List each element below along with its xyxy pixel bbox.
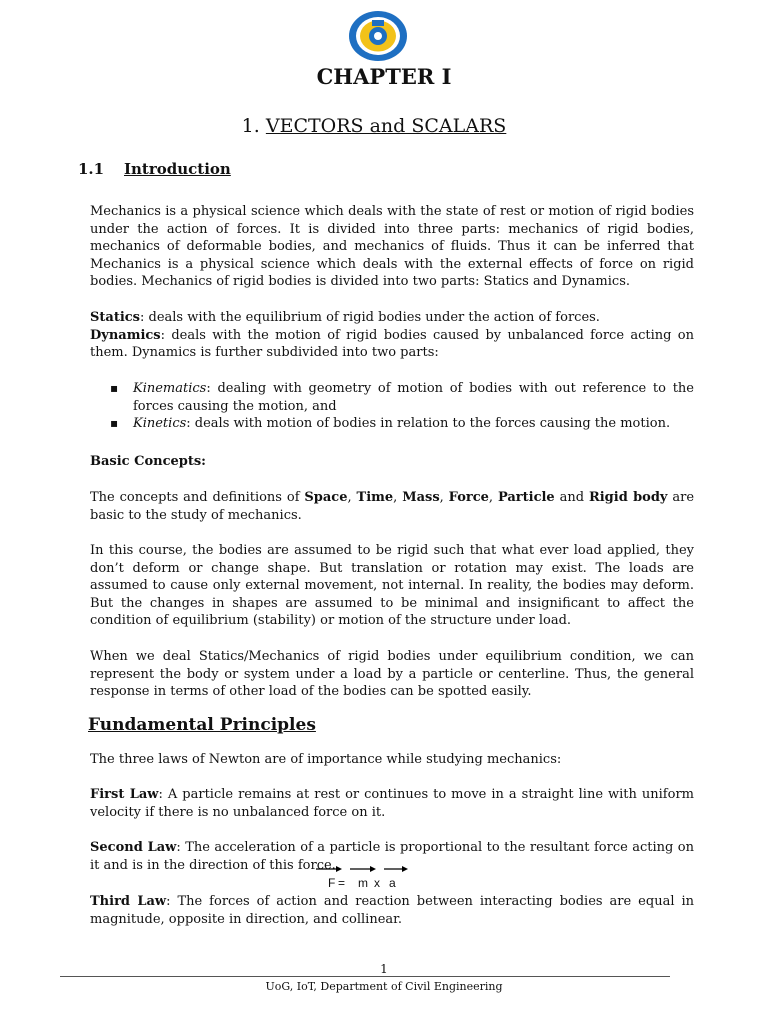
second-law-term: Second Law [90, 840, 177, 855]
second-law-text: : The acceleration of a particle is proportional to the resultant force acting on it and is in the direction of this force. [90, 840, 694, 873]
dynamics-text: : deals with the motion of rigid bodies caused by unbalanced force acting on them. Dynamics is further subdivided into two parts: [90, 327, 694, 360]
formula-m: m [358, 876, 368, 890]
formula-a: a [389, 876, 396, 890]
university-logo-icon [348, 10, 408, 62]
bullet-term: Kinetics [133, 416, 187, 431]
vector-arrows-icon [316, 864, 416, 874]
section-title [0, 115, 748, 137]
formula-equals: = [338, 876, 346, 890]
statics-definition [90, 309, 694, 327]
subsection-title: Introduction [124, 160, 231, 178]
section-number: 1. [241, 115, 260, 137]
bullet-term: Kinematics [133, 381, 207, 396]
basic-concepts-paragraph: The concepts and definitions of Space, Time, Mass, Force, Particle and Rigid body are basic to the study of mechanics. [90, 490, 695, 523]
dynamics-term: Dynamics [90, 327, 161, 343]
statics-dynamics-block [90, 309, 694, 362]
bullet-text: : dealing with geometry of motion of bodies with out reference to the forces causing the motion, and [133, 381, 694, 414]
bullet-list [110, 380, 694, 433]
fundamental-principles-heading: Fundamental Principles [88, 715, 316, 735]
first-law [90, 786, 694, 821]
subsection-number: 1.1 [78, 160, 105, 178]
first-law-text: : A particle remains at rest or continues to move in a straight line with uniform velocity if there is no unbalanced force on it. [90, 787, 694, 820]
list-item [110, 415, 694, 433]
footer-divider [60, 976, 670, 977]
first-law-term: First Law [90, 787, 159, 802]
intro-paragraph: Mechanics is a physical science which deals with the state of rest or motion of rigid bodies under the action of forces. It is divided into three parts: mechanics of rigid bodies, mechanics of deformable bodies, and mechanics of fluids. Thus it can be inferred that Mechanics is a physical science which deals with the external effects of force on rigid bodies. Mechanics of rigid bodies is divided into two parts: Statics and Dynamics. [90, 204, 694, 289]
third-law-text: : The forces of action and reaction between interacting bodies are equal in magnitude, opposite in direction, and collinear. [90, 894, 694, 927]
basic-concepts-heading: Basic Concepts: [90, 454, 206, 469]
chapter-title: CHAPTER I [316, 64, 452, 89]
third-law-term: Third Law [90, 894, 167, 909]
page-footer: UoG, IoT, Department of Civil Engineering [265, 980, 503, 993]
section-title-text: VECTORS and SCALARS [265, 115, 507, 137]
formula-x: x [374, 876, 380, 890]
newton-formula [316, 864, 416, 892]
bullet-text: : deals with motion of bodies in relation to the forces causing the motion. [186, 416, 671, 431]
dynamics-definition [90, 327, 694, 362]
third-law [90, 893, 694, 928]
statics-paragraph: When we deal Statics/Mechanics of rigid bodies under equilibrium condition, we can represent the body or system under a load by a particle or centerline. Thus, the general response in terms of other load of the bodies can be spotted easily. [90, 649, 694, 699]
list-item [110, 380, 694, 415]
statics-text: : deals with the equilibrium of rigid bodies under the action of forces. [140, 310, 600, 325]
formula-f: F [328, 876, 336, 890]
statics-term: Statics [90, 310, 140, 325]
rigid-body-paragraph: In this course, the bodies are assumed to be rigid such that what ever load applied, they don’t deform or change shape. But translation or rotation may exist. The loads are assumed to cause only external movement, not internal. In reality, the bodies may deform. But the changes in shapes are assumed to be minimal and insignificant to affect the condition of equilibrium (stability) or motion of the structure under load. [90, 543, 694, 628]
newton-intro: The three laws of Newton are of importance while studying mechanics: [90, 752, 562, 767]
page-number: 1 [380, 962, 388, 976]
